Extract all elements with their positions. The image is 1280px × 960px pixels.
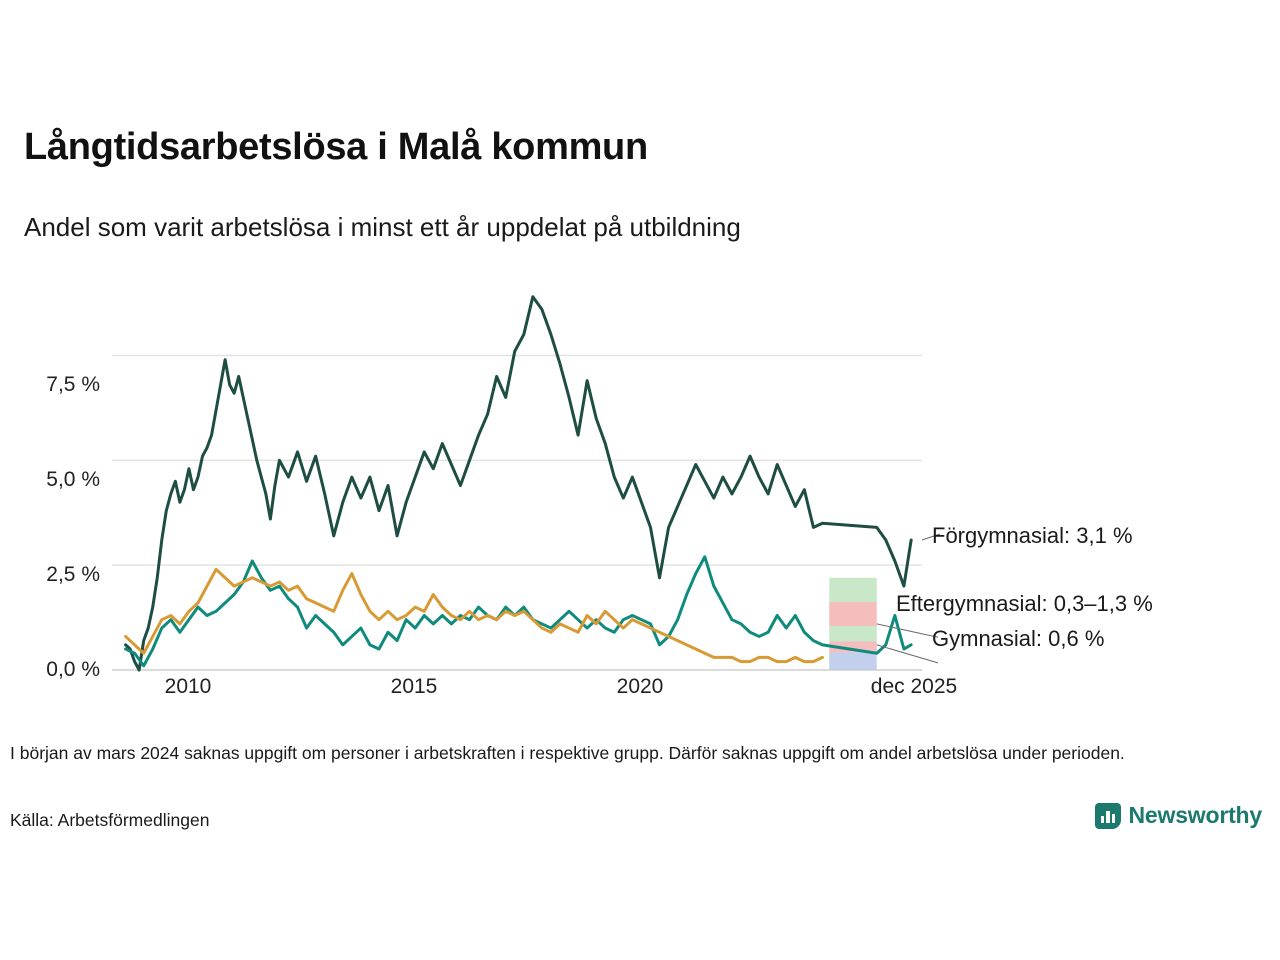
x-tick-label: dec 2025 (870, 675, 958, 698)
x-axis-labels (112, 675, 1012, 715)
logo-text: Newsworthy (1128, 802, 1262, 828)
series-label-eftergymnasial: Eftergymnasial: 0,3–1,3 % (896, 591, 1153, 616)
footnote: I början av mars 2024 saknas uppgift om personer i arbetskraften i respektive grupp. Därför saknas uppgift om andel arbetslösa under perioden. (10, 743, 1125, 763)
line-chart-svg (112, 280, 922, 670)
page-subtitle: Andel som varit arbetslösa i minst ett år uppdelat på utbildning (24, 212, 741, 242)
y-tick-label: 0,0 % (46, 658, 100, 681)
x-tick-label: 2010 (164, 675, 212, 698)
source-note: Källa: Arbetsförmedlingen (10, 810, 210, 830)
plot-area (112, 280, 922, 670)
page-title: Långtidsarbetslösa i Malå kommun (24, 126, 648, 168)
y-tick-label: 7,5 % (46, 373, 100, 396)
series-label-gymnasial: Gymnasial: 0,6 % (932, 626, 1105, 651)
series-label-forgymnasial: Förgymnasial: 3,1 % (932, 523, 1133, 548)
bar-chart-icon (1095, 803, 1121, 829)
y-tick-label: 5,0 % (46, 468, 100, 491)
missing-data-bands (829, 578, 877, 670)
series-lines (126, 297, 912, 670)
chart-container (0, 270, 1280, 700)
x-tick-label: 2015 (390, 675, 438, 698)
newsworthy-logo (1095, 802, 1262, 829)
x-tick-label: 2020 (616, 675, 664, 698)
y-axis-labels (0, 280, 100, 681)
y-tick-label: 2,5 % (46, 563, 100, 586)
